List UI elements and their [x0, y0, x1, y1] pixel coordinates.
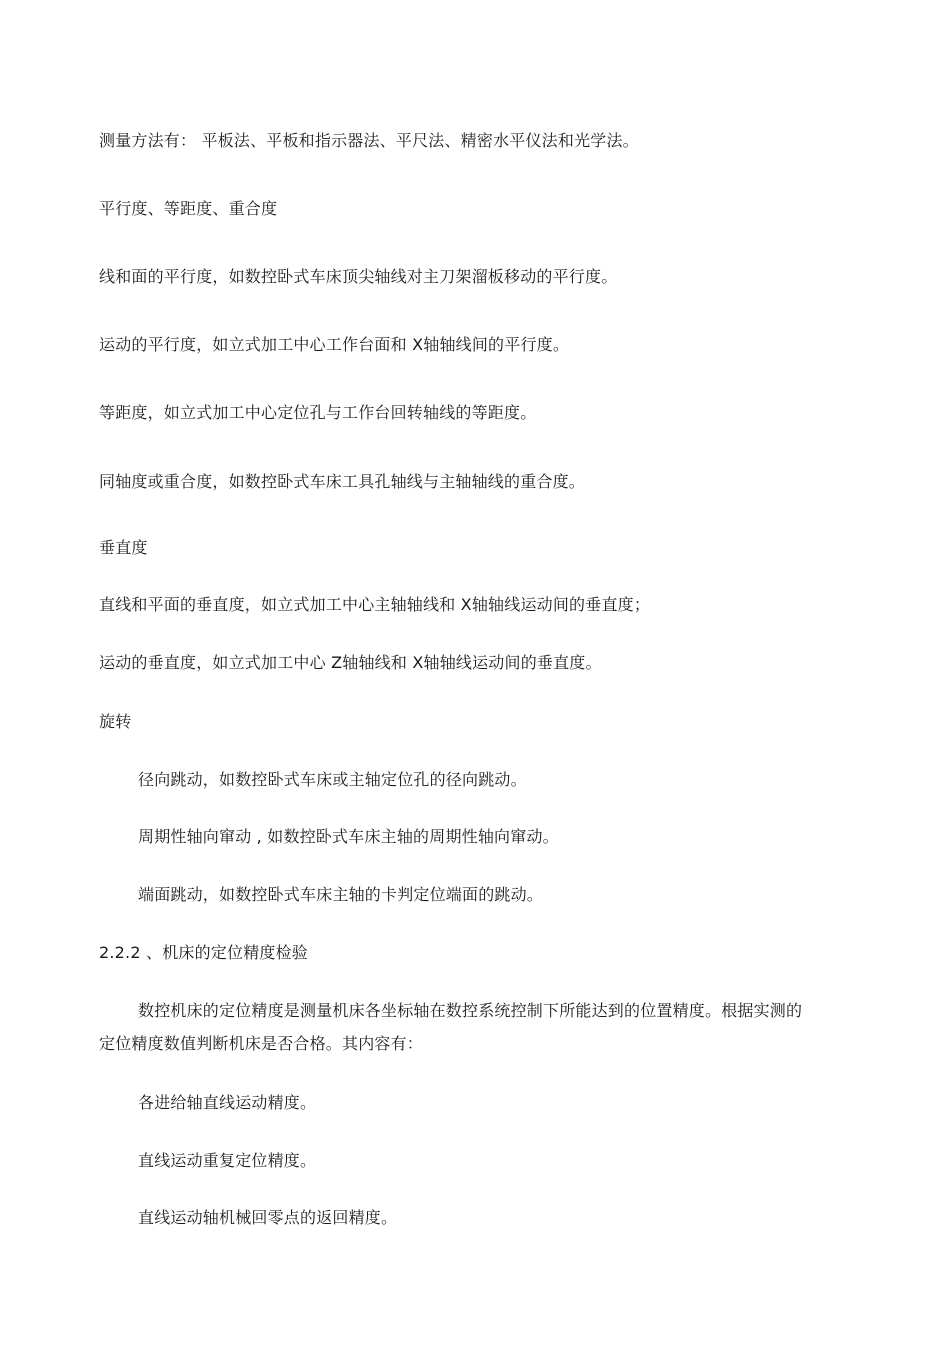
repeat-positioning-item: 直线运动重复定位精度。	[138, 1151, 317, 1170]
motion-perpendicularity-item: 运动的垂直度，如立式加工中心 Z轴轴线和 X轴轴线运动间的垂直度。	[99, 653, 602, 672]
rotation-heading: 旋转	[99, 712, 132, 731]
section-heading-2-2-2: 2.2.2 、机床的定位精度检验	[99, 943, 308, 962]
return-to-zero-item: 直线运动轴机械回零点的返回精度。	[138, 1208, 398, 1227]
coaxiality-item: 同轴度或重合度，如数控卧式车床工具孔轴线与主轴轴线的重合度。	[99, 472, 586, 491]
positioning-accuracy-paragraph: 数控机床的定位精度是测量机床各坐标轴在数控系统控制下所能达到的位置精度。根据实测的定位精度数值判断机床是否合格。其内容有：	[99, 1001, 803, 1053]
radial-runout-item: 径向跳动，如数控卧式车床或主轴定位孔的径向跳动。	[138, 770, 527, 789]
axial-float-item: 周期性轴向窜动 , 如数控卧式车床主轴的周期性轴向窜动。	[138, 827, 559, 846]
measurement-methods-line: 测量方法有： 平板法、平板和指示器法、平尺法、精密水平仪法和光学法。	[99, 131, 639, 150]
line-plane-perpendicularity-item: 直线和平面的垂直度，如立式加工中心主轴轴线和 X轴轴线运动间的垂直度；	[99, 595, 651, 614]
parallelism-heading: 平行度、等距度、重合度	[99, 199, 278, 218]
linear-motion-accuracy-item: 各进给轴直线运动精度。	[138, 1093, 317, 1112]
perpendicularity-heading: 垂直度	[99, 538, 148, 557]
face-runout-item: 端面跳动，如数控卧式车床主轴的卡判定位端面的跳动。	[138, 885, 544, 904]
motion-parallelism-item: 运动的平行度，如立式加工中心工作台面和 X轴轴线间的平行度。	[99, 335, 570, 354]
line-surface-parallelism-item: 线和面的平行度，如数控卧式车床顶尖轴线对主刀架溜板移动的平行度。	[99, 267, 618, 286]
equidistance-item: 等距度，如立式加工中心定位孔与工作台回转轴线的等距度。	[99, 403, 537, 422]
